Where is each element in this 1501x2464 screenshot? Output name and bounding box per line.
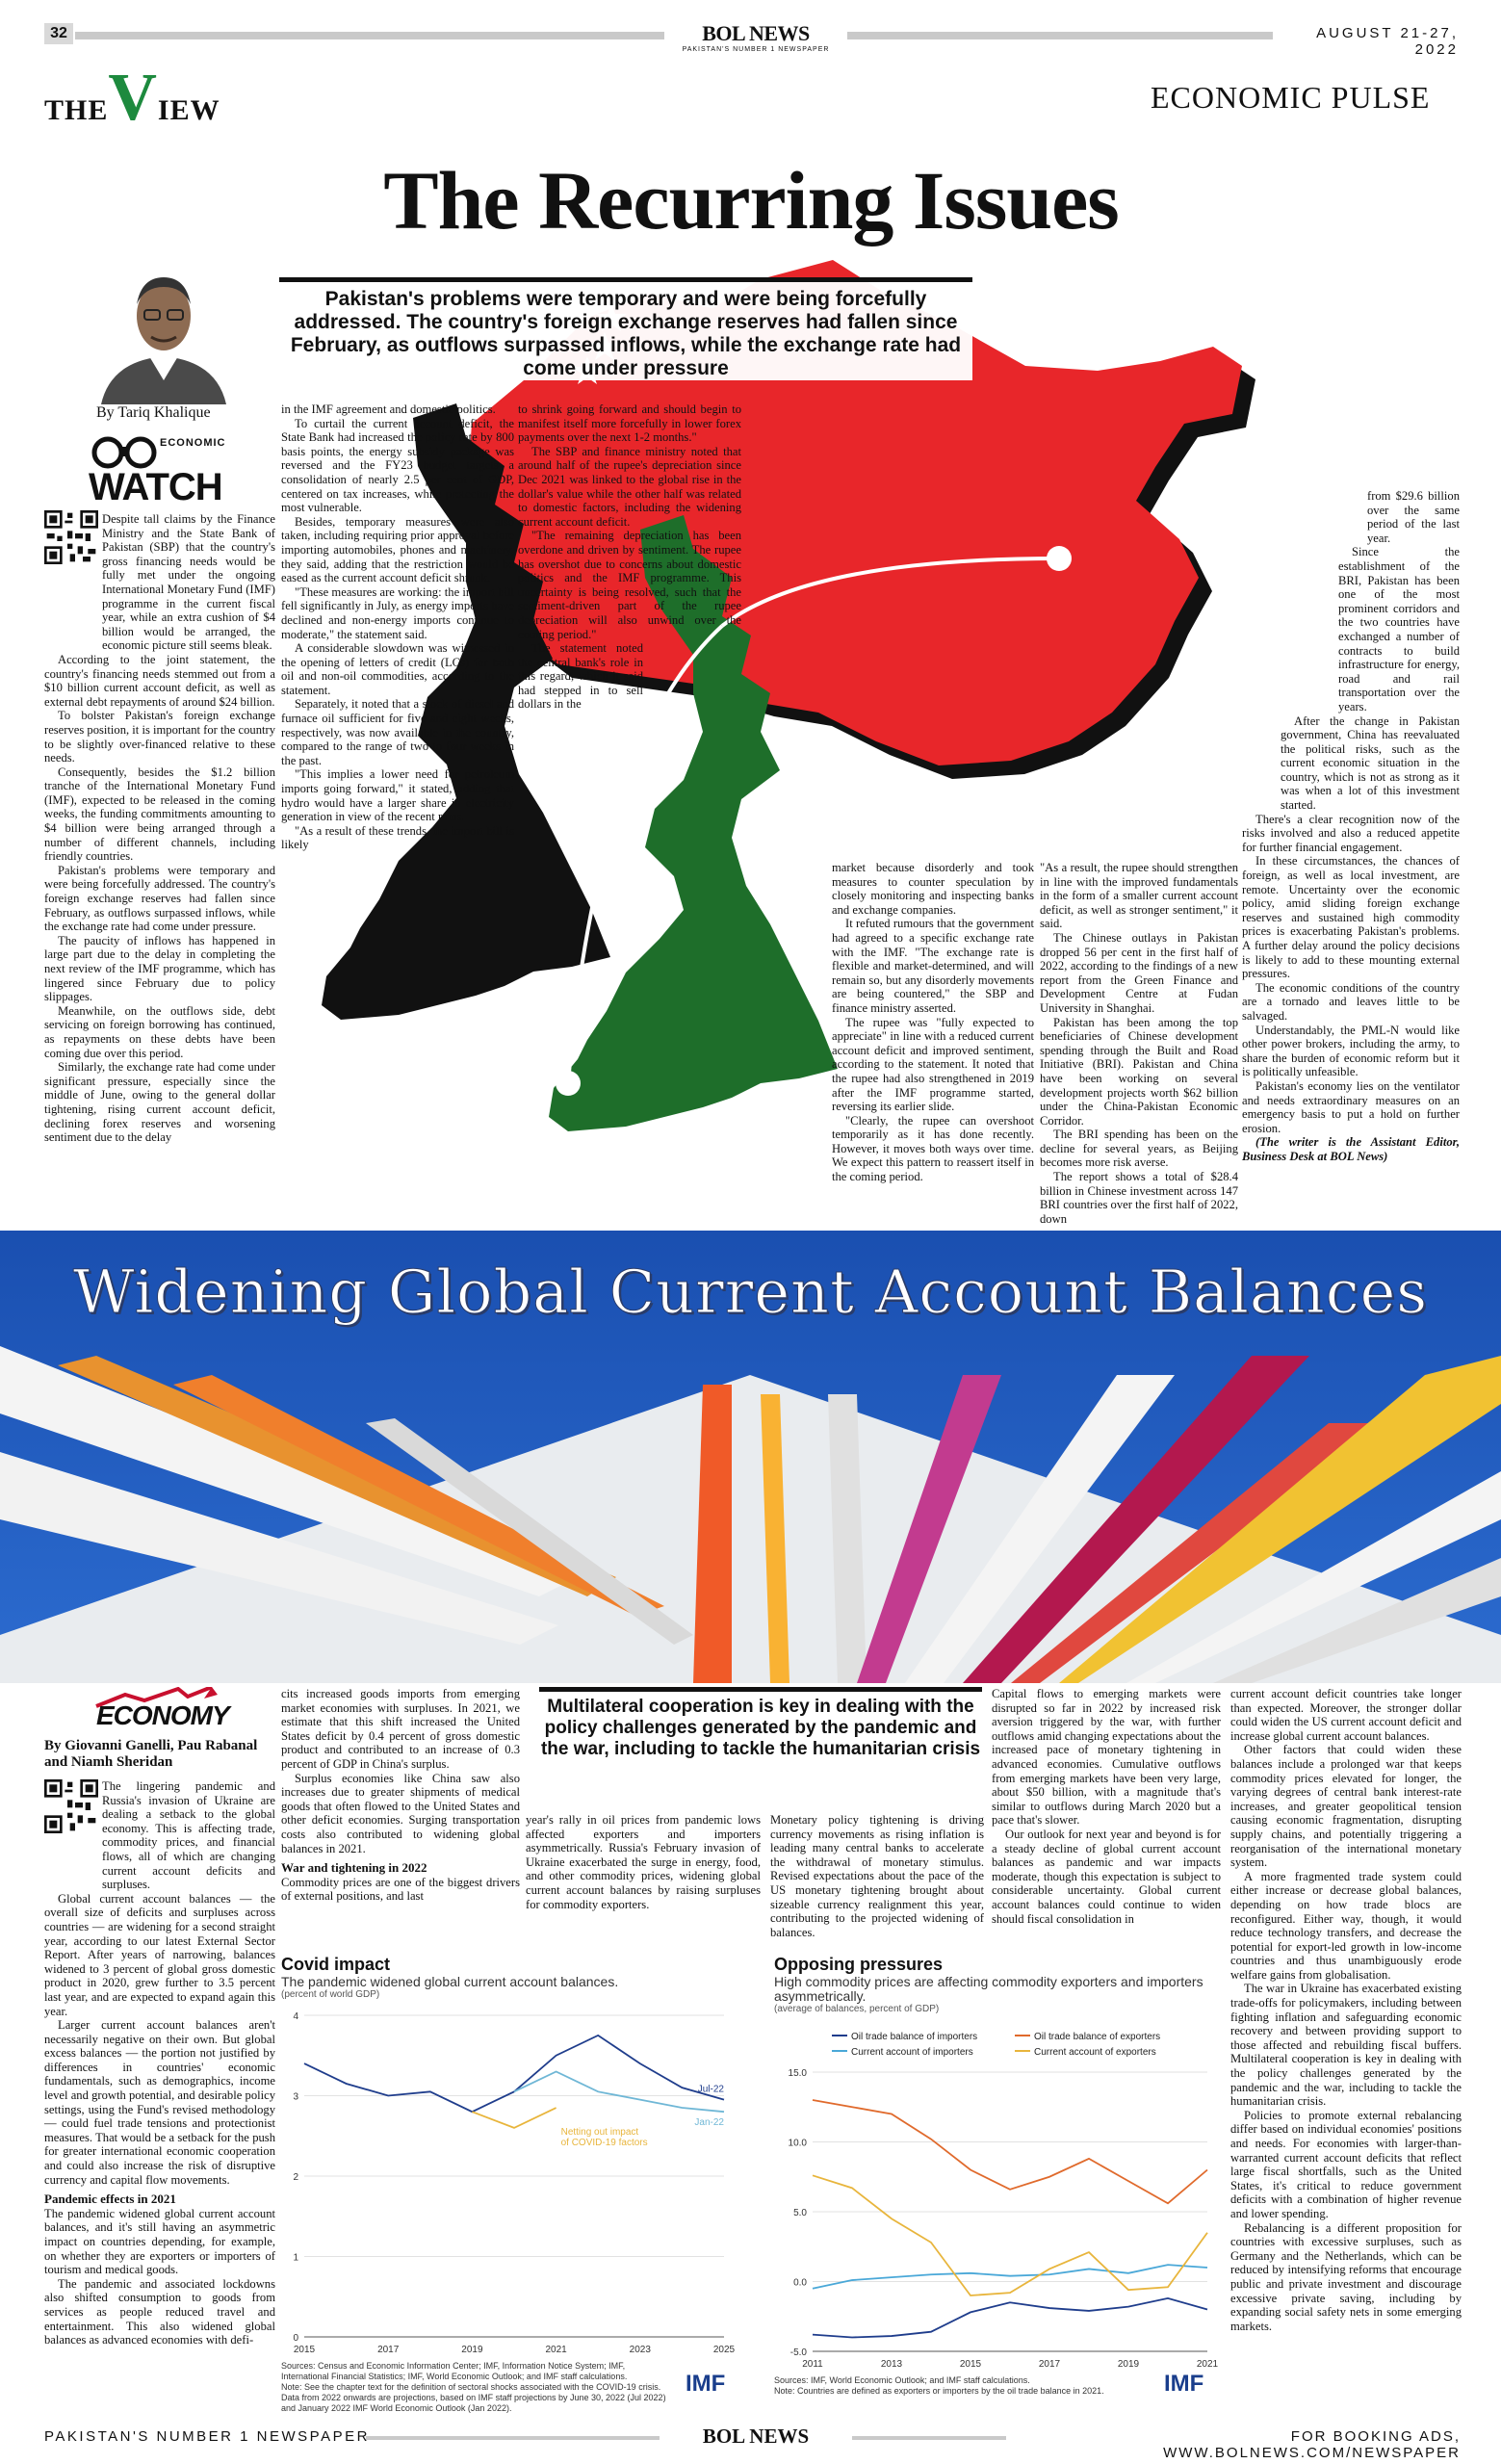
article1-byline: By Tariq Khalique [96,404,211,421]
x-tick-label: 2017 [377,2345,400,2355]
y-tick-label: 15.0 [788,2068,807,2079]
series-line [514,2071,724,2112]
economic-watch-logo [85,431,239,508]
article1-column-5 [1040,861,1238,1226]
economy-logo-text: ECONOMY [96,1700,229,1730]
legend-label: Current account of exporters [1034,2047,1156,2058]
footer-booking-ads: FOR BOOKING ADS, WWW.BOLNEWS.COM/NEWSPAPER [1163,2428,1461,2461]
masthead [669,21,842,54]
article2-column-2 [281,1687,520,1904]
article2-column-5 [992,1687,1221,1926]
article2-column-4 [770,1813,984,1939]
article1-paragraph: Separately, it noted that a stock of diesel and furnace oil sufficient for five and eight weeks, respectively, was now available in the country, compared to the range of two to four weeks in the past. [281,697,514,767]
x-tick-label: 2017 [1038,2359,1061,2370]
chart-subtitle: High commodity prices are affecting commodity exporters and importers asymmetrically. [774,1974,1203,2004]
series-label-line: of COVID-19 factors [560,2138,648,2149]
article2-column-3 [526,1813,761,1911]
article2-paragraph: The pandemic widened global current account balances, and it's still having an asymmetric impact on countries depending, for example, on whether they are exporters or importers of tourism and medical goods. [44,2206,275,2277]
article1-deck: Pakistan's problems were temporary and were being forcefully addressed. The country's foreign exchange reserves had fallen since February, as outflows surpassed inflows, while the exchange rate had come under pressure [279,277,972,380]
chart-covid-impact [281,1955,743,2417]
x-tick-label: 2021 [545,2345,567,2355]
masthead-tagline: PAKISTAN'S NUMBER 1 NEWSPAPER [682,46,830,53]
x-tick-label: 2013 [880,2359,903,2370]
x-tick-label: 2015 [293,2345,316,2355]
issue-date: AUGUST 21-27, 2022 [1316,25,1459,58]
article1-paragraph: A considerable slowdown was witnessed in the opening of letters of credit (LCs) for both oil and non-oil commodities, according to the statement. [281,641,514,697]
article1-paragraph: Similarly, the exchange rate had come under significant pressure, especially since the middle of June, owing to the general dollar tightening, rising current account deficit, declining forex reserves and worsening sentiment due to the delay [44,1060,275,1145]
article1-paragraph: from $29.6 billion over the same period of the last year. [1367,489,1460,545]
article1-paragraph: To curtail the current account deficit, the State Bank had increased the policy rate by 800 basis points, the energy subsidy package was reversed and the FY23 budget targets a consolidation of nearly 2.5 per cent of GDP, centered on tax increases, while protecting the most vulnerable. [281,416,514,515]
article1-paragraph: There's a clear recognition now of the risks involved and also a reduced appetite for further financial engagement. [1242,812,1460,854]
article2-paragraph: A more fragmented trade system could either increase or decrease global balances, depending on how trade blocs are reconfigured. Either way, though, it would reduce technology transfers, and decrease the potential for export-led growth in low-income countries and thus unambiguously erode welfare gains from globalisation. [1230,1869,1462,1982]
x-tick-label: 2023 [629,2345,651,2355]
chart-source: Sources: Census and Economic Information Center; IMF, Information Notice System; IMF, International Financial Statistics; IMF, World Economic Outlook; and IMF staff calculations. [281,2361,628,2381]
article1-paragraph: "As a result, the rupee should strengthen in line with the improved fundamentals in the form of a smaller current account deficit, as well as stronger sentiment," it said. [1040,861,1238,931]
article2-byline: By Giovanni Ganelli, Pau Rabanal and Niamh Sheridan [44,1738,258,1770]
y-tick-label: 3 [293,2091,298,2103]
y-tick-label: 10.0 [788,2138,807,2149]
article2-paragraph: The war in Ukraine has exacerbated existing trade-offs for policymakers, including between fighting inflation and safeguarding economic recovery and between providing support to those affected and rebuilding fiscal buffers. Multilateral cooperation is key in dealing with the policy challenges generated by the pandemic and the war, including to tackle the humanitarian crisis. [1230,1982,1462,2109]
legend-label: Oil trade balance of importers [851,2032,978,2042]
article1-paragraph: "These measures are working: the import bill fell significantly in July, as energy imports have declined and non-energy imports continue to moderate," the statement said. [281,584,514,641]
article1-paragraph: "Clearly, the rupee can overshoot temporarily as it has done recently. However, it moves both ways over time. We expect this pattern to reassert itself in the coming period. [832,1113,1034,1184]
article2-paragraph: Other factors that could widen these balances include a prolonged war that keeps commodity prices elevated for longer, the varying degrees of central bank interest-rate increases, and greater geopolitical tension causing economic fragmentation, disrupting supply chains, and potentially triggering a reorganisation of the international monetary system. [1230,1743,1462,1870]
article2-paragraph: Monetary policy tightening is driving currency movements as rising inflation is leading many central banks to accelerate the withdrawal of monetary stimulus. Revised expectations about the pace of the US monetary tightening brought about sizeable currency realignment this year, contributing to the projected widening of balances. [770,1813,984,1939]
series-label [694,2117,724,2128]
article2-paragraph: Surplus economies like China saw also increases due to greater shipments of medical goods that often flowed to the United States and other deficit economies. Surging transportation costs also contributed to widening global balances in 2021. [281,1771,520,1855]
article1-paragraph: "The remaining depreciation has been overdone and driven by sentiment. The rupee has overshot due to concerns about domestic politics and the IMF programme. This uncertainty is being resolved, such that the sentiment-driven part of the rupee depreciation will also unwind over the coming period." [518,529,741,641]
article2-paragraph: Larger current account balances aren't necessarily negative on their own. But global excess balances — the portion not justified by differences in countries' economic fundamentals, such as demographics, income level and growth potential, and desirable policy settings, using the Fund's revised methodology — could fuel trade tensions and protectionist measures. That would be a setback for the push for greater international economic cooperation and could also increase the risk of disruptive currency and capital flow movements. [44,2018,275,2187]
article2-paragraph: The pandemic and associated lockdowns also shifted consumption to goods from services as people reduced travel and entertainment. This also widened global balances as advanced economies with defi- [44,2276,275,2347]
article1-column-4 [832,861,1034,1184]
header-rule-left [75,32,664,39]
article2-paragraph: current account deficit countries take longer than expected. Moreover, the stronger dollar could widen the US current account deficit and increase global current account balances. [1230,1687,1462,1743]
legend-label: Current account of importers [851,2047,973,2058]
article1-paragraph: Besides, temporary measures were also taken, including requiring prior approval before importing automobiles, phones and machinery, they said, adding that the restriction would be eased as the current account deficit shrunk. [281,514,514,585]
section-logo-v: V [108,61,158,135]
y-tick-label: 5.0 [793,2208,807,2218]
series-label [561,2127,648,2148]
article1-paragraph: The BRI spending has been on the decline for several years, as Beijing becomes more risk averse. [1040,1128,1238,1170]
footer-rule-right [852,2436,1006,2440]
y-tick-label: 0 [293,2333,298,2344]
article1-paragraph: Since the establishment of the BRI, Pakistan has been one of the most prominent corridors and the two countries have exchanged a number of contracts to build infrastructure for energy, road and rail transportation over the years. [1338,545,1460,713]
series-label-line: Jan-22 [694,2117,724,2129]
chart-title: Opposing pressures [774,1955,944,1974]
chart-subtitle: The pandemic widened global current account balances. [281,1974,619,1989]
article1-paragraph: "This implies a lower need for petroleum imports going forward," it stated, adding that hydro would have a larger share in electricity generation in view of the recent rains. [281,767,514,824]
imf-logo: IMF [1164,2371,1204,2397]
route-endpoint-china [1047,546,1072,571]
article1-paragraph: The report shows a total of $28.4 billion in Chinese investment across 147 BRI countries over the first half of 2022, down [1040,1170,1238,1226]
economy-section-logo [87,1687,231,1731]
chart-source: Sources: IMF, World Economic Outlook; and IMF staff calculations. [774,2375,1030,2385]
chart-note: Note: See the chapter text for the definition of sectoral shocks associated with the COVID-19 crisis. Data from 2022 onwards are projections, based on IMF staff projections by June 30, 2022 (Jul 2022) and January 2022 IMF World Economic Outlook (Jan 2022). [281,2382,666,2413]
article2-paragraph: The lingering pandemic and Russia's invasion of Ukraine are dealing a setback to the global economy. This is affecting trade, commodity prices, and financial flows, all of which are changing current account deficits and surpluses. [102,1779,275,1892]
chart-note: Note: Countries are defined as exporters or importers by the oil trade balance in 2021. [774,2386,1104,2396]
article1-paragraph: It refuted rumours that the government had agreed to a specific exchange rate with the IMF. "The exchange rate is flexible and market-determined, and will remain so, but any disorderly movements are being countered," the SBP and finance ministry asserted. [832,917,1034,1015]
article1-column-3 [518,402,741,712]
article2-paragraph: Our outlook for next year and beyond is for a steady decline of global current account balances as pandemic and war impacts moderate, though this expectation is subject to considerable uncertainty. Global current account balances could continue to widen should fiscal consolidation in [992,1827,1221,1926]
economic-watch-logo-bottom: WATCH [89,466,222,508]
article2-paragraph: cits increased goods imports from emerging market economies with surpluses. In 2021, we estimate that this shift increased the United States deficit by 0.4 percent of gross domestic product and contributed to an increase of 0.3 percent of GDP in China's surplus. [281,1687,520,1771]
article1-paragraph: "As a result of these trends, the import bill is likely [281,823,514,852]
article2-paragraph: Rebalancing is a different proposition for countries with excessive surpluses, such as Germany and the Netherlands, which can be reduced by intensifying reforms that encourage public and private investment and discourage excessive private saving, including by expanding social safety nets in some emerging markets. [1230,2220,1462,2333]
series-line [813,2175,1207,2295]
chart-unit-note: (average of balances, percent of GDP) [774,2004,940,2014]
article1-paragraph: After the change in Pakistan government, China has reevaluated the political risks, such as the current economic situation in the country, which is not as strong as it was when a lot of this investment started. [1281,713,1460,813]
series-label-line: Netting out impact [560,2127,639,2139]
article1-column-1 [44,512,275,1145]
article2-column-1 [44,1779,275,2347]
imf-logo: IMF [686,2371,726,2397]
x-tick-label: 2019 [461,2345,483,2355]
x-tick-label: 2025 [712,2345,736,2355]
article1-paragraph: Pakistan's problems were temporary and were being forcefully addressed. The country's foreign exchange reserves had fallen since February, as outflows surpassed inflows, while the exchange rate had come under pressure. [44,863,275,934]
chart-opposing-pressures [774,1955,1227,2417]
article2-paragraph: year's rally in oil prices from pandemic lows affected exporters and importers asymmetrically. Russia's February invasion of Ukraine exacerbated the surge in energy, food, and other commodity prices, widening global current account balances by raising surpluses for commodity exporters. [526,1813,761,1911]
article1-paragraph: In these circumstances, the chances of foreign, as well as local investment, are remote. Uncertainty over the economic policy, amid sliding foreign exchange reserves and sustained high commodity prices is exacerbating Pakistan's problems. A further delay around the policy decisions is likely to add to these mounting external pressures. [1242,854,1460,981]
chart-title: Covid impact [281,1955,391,1974]
series-line [813,2100,1207,2203]
article1-paragraph: According to the joint statement, the country's financing needs stemmed out from a $10 billion current account deficit, as well as external debt repayments of around $24 billion. [44,652,275,709]
author-photo [91,260,236,404]
article-title: The Recurring Issues [383,154,1119,246]
article1-paragraph: Consequently, besides the $1.2 billion tranche of the International Monetary Fund (IMF), expected to be released in the coming weeks, the funding commitments amounting to $4 billion were being arranged through a number of different channels, including friendly countries. [44,765,275,864]
article1-paragraph: to shrink going forward and should begin to manifest itself more forcefully in lower forex payments over the next 1-2 months." [518,402,741,445]
article1-column-2 [281,402,514,852]
series-line [813,2298,1207,2338]
x-tick-label: 2015 [959,2359,982,2370]
article1-paragraph: market because disorderly and took measures to counter speculation by closely monitoring and inspecting banks and exchange companies. [832,861,1034,917]
chart-plot-area [774,2014,1227,2371]
series-line [813,2265,1207,2289]
article1-paragraph: The rupee was "fully expected to appreciate" in line with a reduced current account deficit and improved sentiment, according to the statement. It noted that the rupee had also strengthened in 2019 after the IMF programme started, reversing its earlier slide. [832,1015,1034,1114]
article1-column-6 [1242,489,1460,1164]
article1-paragraph: Understandably, the PML-N would like other power brokers, including the army, to share the burden of economic reform but it is politically unfeasible. [1242,1023,1460,1079]
footer-tagline: PAKISTAN'S NUMBER 1 NEWSPAPER [44,2428,370,2445]
article1-paragraph: Pakistan has been among the top beneficiaries of Chinese development spending through the Built and Road Initiative (BRI). Pakistan and China have been working on several development projects worth $62 billion under the China-Pakistan Economic Corridor. [1040,1015,1238,1128]
article2-deck: Multilateral cooperation is key in dealing with the policy challenges generated by the pandemic and the war, including to tackle the humanitarian crisis [539,1687,982,1760]
series-label-line: Jul-22 [697,2084,724,2095]
masthead-name: BOL NEWS [702,21,810,45]
x-tick-label: 2019 [1117,2359,1140,2370]
chart-plot-area [281,2000,743,2356]
article2-paragraph: Capital flows to emerging markets were disrupted so far in 2022 by increased risk aversion triggered by the war, with further outflows amid changing expectations about the increased pace of monetary tightening in advanced economies. Cumulative outflows from emerging markets have been very large, about $50 billion, with a magnitude that's similar to outflows during March 2020 but a pace that's slower. [992,1687,1221,1828]
y-tick-label: 2 [293,2172,298,2183]
legend-label: Oil trade balance of exporters [1034,2032,1161,2042]
x-tick-label: 2011 [802,2359,823,2370]
article2-paragraph: Global current account balances — the overall size of deficits and surpluses across countries — are widening for a second straight year, according to our latest External Sector Report. After years of narrowing, balances widened to 3 percent of global gross domestic product in 2020, grew further to 3.5 percent last year, and are expected to expand again this year. [44,1891,275,2018]
article2-paragraph: Commodity prices are one of the biggest drivers of external positions, and last [281,1875,520,1904]
section-logo-iew: IEW [157,94,220,126]
route-endpoint-gwadar [556,1071,581,1096]
article2-paragraph: Policies to promote external rebalancing differ based on individual economies' positions and needs. For economies with larger-than-warranted current account deficits that reflect large fiscal shortfalls, such as the United States, it's critical to reduce government deficits with a combination of higher revenue and lower spending. [1230,2108,1462,2220]
header-rule-right [847,32,1273,39]
footer-rule-left [366,2436,660,2440]
chart-unit-note: (percent of world GDP) [281,1989,380,2000]
article1-paragraph: The Chinese outlays in Pakistan dropped 56 per cent in the first half of 2022, according to the findings of a new report from the Green Finance and Development Centre at Fudan University in Shanghai. [1040,930,1238,1015]
article1-paragraph: The SBP and finance ministry noted that around half of the rupee's depreciation since Dec 2021 was linked to the global rise in the dollar's value while the other half was related to domestic factors, including the widening current account deficit. [518,444,741,529]
economic-watch-logo-top: ECONOMIC [160,437,226,449]
article1-paragraph: in the IMF agreement and domestic politics. [281,402,496,416]
article1-paragraph: The statement noted the central bank's role in this regard, which it said had stepped in to sell dollars in the [518,641,643,712]
article1-paragraph: Pakistan's economy lies on the ventilator and needs extraordinary measures on an emergency basis to put a hold on further erosion. [1242,1078,1460,1135]
article1-paragraph: Meanwhile, on the outflows side, debt servicing on foreign borrowing has continued, as repayments on these debts have been coming due over this period. [44,1003,275,1060]
section-logo-the-view [44,60,220,137]
article1-paragraph: Despite tall claims by the Finance Ministry and the State Bank of Pakistan (SBP) that the country's gross financing needs would be fully met under the ongoing International Monetary Fund (IMF) programme in the current fiscal year, while an extra cushion of $4 billion would be arranged, the economic picture still seems bleak. [102,512,275,653]
article1-paragraph: The economic conditions of the country are a tornado and leaves little to be salvaged. [1242,980,1460,1023]
section-logo-the: THE [44,94,109,126]
section-name-economic-pulse: ECONOMIC PULSE [1151,80,1431,115]
banner-title: Widening Global Current Account Balances [72,1257,1429,1327]
article1-author-note: (The writer is the Assistant Editor, Business Desk at BOL News) [1242,1135,1460,1163]
article2-subhead-war: War and tightening in 2022 [281,1860,427,1876]
series-line [304,2036,724,2112]
page-number: 32 [44,23,73,44]
y-tick-label: 4 [293,2011,298,2022]
x-tick-label: 2021 [1196,2359,1219,2370]
footer-masthead: BOL NEWS [702,2425,810,2448]
series-label [698,2085,725,2095]
article2-column-6 [1230,1687,1462,2333]
article1-paragraph: To bolster Pakistan's foreign exchange reserves position, it is important for the country to be slightly over-financed relative to these needs. [44,709,275,765]
article1-paragraph: The paucity of inflows has happened in large part due to the delay in completing the next review of the IMF programme, which has lingered since February due to policy slippages. [44,933,275,1004]
series-line [472,2108,556,2128]
y-tick-label: -5.0 [789,2347,807,2358]
y-tick-label: 1 [293,2252,298,2264]
y-tick-label: 0.0 [793,2277,807,2289]
article2-subhead-pandemic: Pandemic effects in 2021 [44,2192,176,2207]
